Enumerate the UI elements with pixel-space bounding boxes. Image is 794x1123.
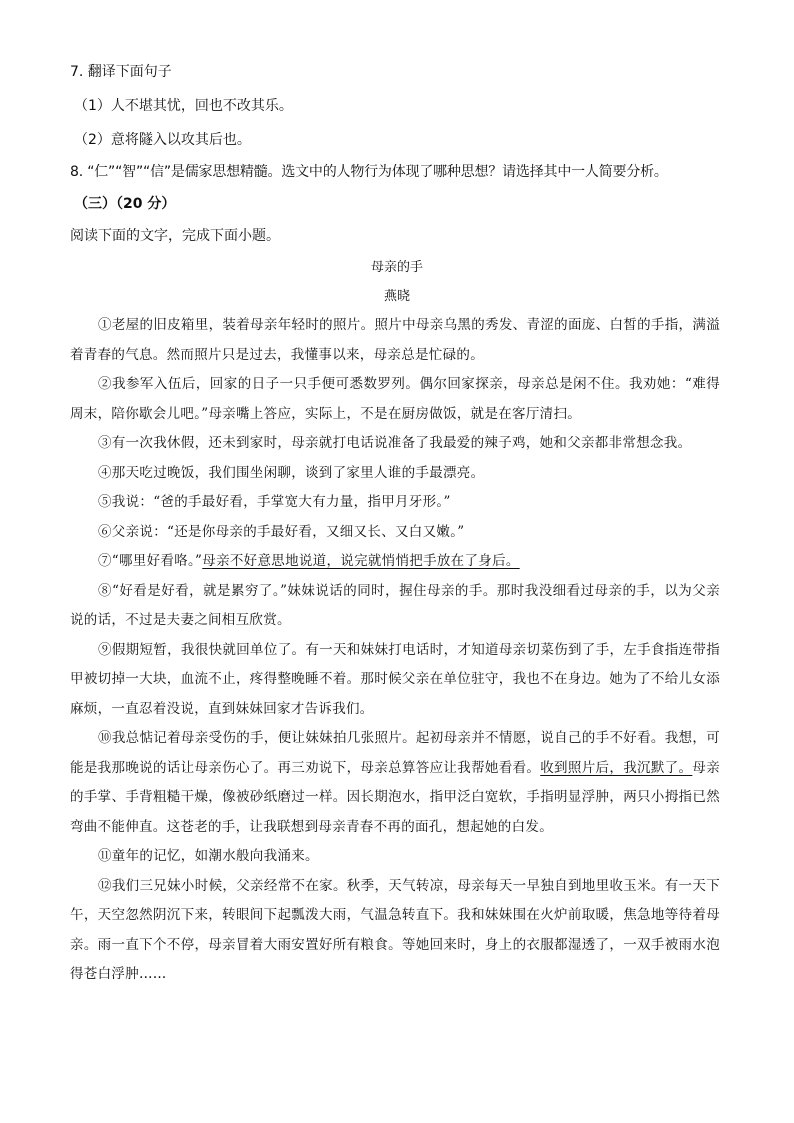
question-7: 7. 翻译下面句子 [70, 64, 172, 80]
paragraph-7-underlined: 母亲不好意思地说道，说完就悄悄把手放在了身后。 [202, 553, 520, 569]
paragraph-10-before: ⑩我总惦记着母亲受伤的手，便让妹妹拍几张照片。起初母亲并不情愿，说自己的手不好看。我想，可能是我那晚说的话让母亲伤心了。再三劝说下，母亲总算答应让我帮她看看。 [70, 730, 720, 776]
paragraph-10-underlined: 收到照片后，我沉默了。 [540, 759, 693, 776]
paragraph-7-quote: ⑦“哪里好看咯。” [98, 553, 203, 569]
paragraph-3: ③有一次我休假，还未到家时，母亲就打电话说准备了我最爱的辣子鸡，她和父亲都非常想念我。 [98, 435, 692, 451]
article-title: 母亲的手 [370, 260, 423, 275]
paragraph-5: ⑤我说：“爸的手最好看，手掌宽大有力量，指甲月牙形。” [98, 494, 451, 510]
paragraph-9: ⑨假期短暂，我很快就回单位了。有一天和妹妹打电话时，才知道母亲切菜伤到了手，左手食指连带指甲被切掉一大块，血流不止，疼得整晚睡不着。那时候父亲在单位驻守，我也不在身边。她为了不给儿女添麻烦，一直忍着没说，直到妹妹回家才告诉我们。 [70, 641, 720, 717]
paragraph-11: ⑪童年的记忆，如潮水般向我涌来。 [98, 848, 319, 864]
paragraph-6: ⑥父亲说：“还是你母亲的手最好看，又细又长、又白又嫩。” [98, 523, 465, 540]
article-body [70, 311, 720, 990]
paragraph-10-after: 母亲的手掌、手背粗糙干燥，像被砂纸磨过一样。因长期泡水，指甲泛白宽软，手指明显浮肿，两只小拇指已然弯曲不能伸直。这苍老的手，让我联想到母亲青春不再的面孔，想起她的白发。 [70, 759, 720, 835]
question-7-1: （1）人不堪其忧，回也不改其乐。 [74, 98, 293, 114]
section-instruction: 阅读下面的文字，完成下面小题。 [70, 228, 280, 244]
paragraph-2: ②我参军入伍后，回家的日子一只手便可悉数罗列。偶尔回家探亲，母亲总是闲不住。我劝她：“难得周末，陪你歇会儿吧。”母亲嘴上答应，实际上，不是在厨房做饭，就是在客厅清扫。 [70, 376, 720, 422]
question-7-2: （2）意将隧入以攻其后也。 [74, 132, 251, 148]
paragraph-1: ①老屋的旧皮箱里，装着母亲年轻时的照片。照片中母亲乌黑的秀发、青涩的面庞、白皙的手指，满溢着青春的气息。然而照片只是过去，我懂事以来，母亲总是忙碌的。 [70, 317, 720, 363]
paragraph-12: ⑫我们三兄妹小时候，父亲经常不在家。秋季，天气转凉，母亲每天一早独自到地里收玉米。有一天下午，天空忽然阴沉下来，转眼间下起瓢泼大雨，气温急转直下。我和妹妹围在火炉前取暖，焦急地等待着母亲。雨一直下个不停，母亲冒着大雨安置好所有粮食。等她回来时，身上的衣服都湿透了，一双手被雨水泡得苍白浮肿…… [70, 877, 720, 982]
paragraph-7 [70, 547, 720, 577]
article-author: 燕晓 [383, 289, 410, 304]
question-8: 8. “仁”“智”“信”是儒家思想精髓。选文中的人物行为体现了哪种思想？请选择其中一人简要分析。 [70, 164, 668, 180]
paragraph-8: ⑧“好看是好看，就是累穷了。”妹妹说话的同时，握住母亲的手。那时我没细看过母亲的手，以为父亲说的话，不过是夫妻之间相互欣赏。 [70, 582, 720, 628]
paragraph-4: ④那天吃过晚饭，我们围坐闲聊，谈到了家里人谁的手最漂亮。 [98, 464, 485, 481]
paragraph-10 [70, 724, 720, 842]
section-heading: （三）（20 分） [74, 196, 176, 212]
